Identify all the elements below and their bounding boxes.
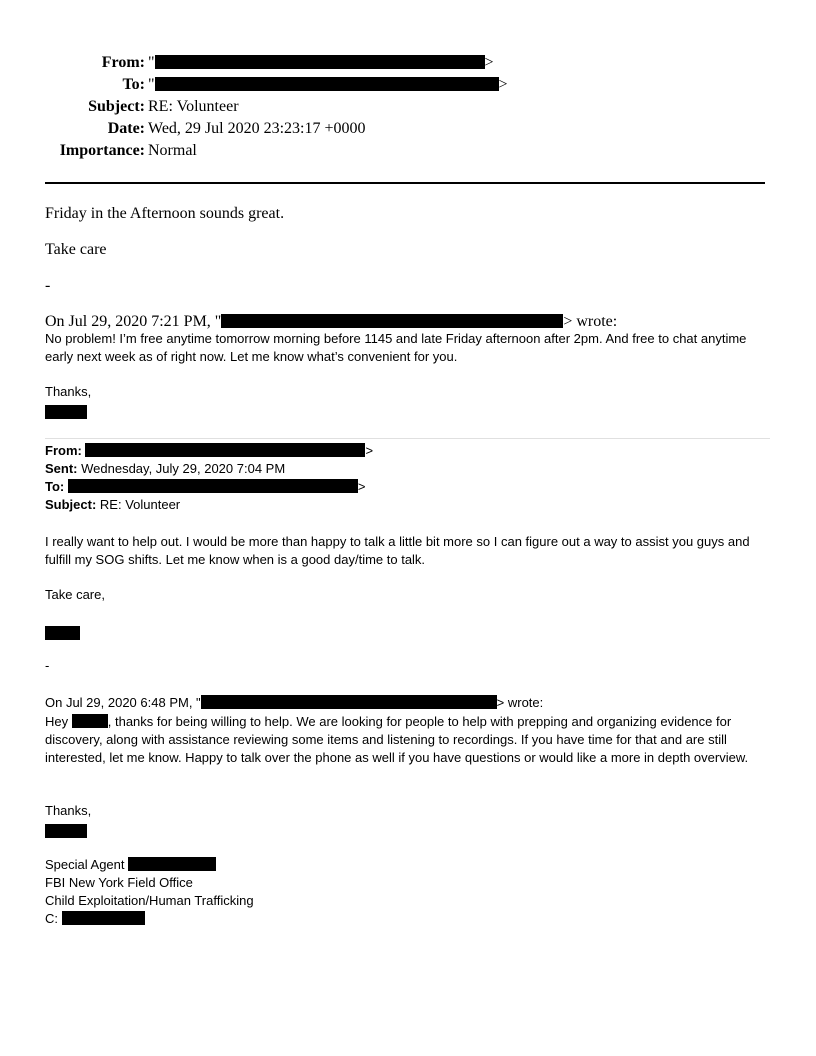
quote3-intro-prefix: On Jul 29, 2020 6:48 PM, " [45, 695, 201, 710]
quote2-from [45, 443, 373, 458]
quote3-body [45, 713, 770, 767]
quote-divider [45, 438, 770, 439]
quote3-body-text: , thanks for being willing to help. We are looking for people to help with prepping and organizing evidence for discovery, along with assistance reviewing some items and listening to recordings. If you have time for that and are still interested, let me know. Happy to talk over the phone as well if you have questions or would like a more in depth overview. [45, 714, 749, 765]
quote1-intro [45, 313, 617, 331]
quote3-signature-redaction [45, 823, 87, 841]
quote1-intro-suffix: > wrote: [563, 313, 618, 330]
quote2-subject-value: RE: Volunteer [99, 497, 181, 512]
redaction-block [155, 55, 485, 69]
quote2-from-bracket: > [365, 443, 374, 458]
importance-label: Importance: [59, 142, 145, 159]
redaction-block [155, 77, 499, 91]
quote3-thanks: Thanks, [45, 803, 92, 818]
quote2-to [45, 479, 365, 494]
quote2-sent [45, 461, 285, 476]
reply-line-1: Friday in the Afternoon sounds great. [45, 205, 285, 222]
redaction-block [201, 695, 497, 709]
redaction-block [128, 857, 216, 871]
signature-unit: Child Exploitation/Human Trafficking [45, 893, 254, 908]
header-divider [45, 182, 765, 184]
redaction-block [62, 911, 145, 925]
quote2-dash: - [45, 658, 50, 673]
quote2-subject [45, 497, 180, 512]
quote2-to-bracket: > [357, 479, 366, 494]
subject-label: Subject: [88, 98, 145, 115]
quote2-body: I really want to help out. I would be more than happy to talk a little bit more so I can figure out a way to assist you guys and fulfill my SOG shifts. Let me know when is a good day/time to talk. [45, 534, 750, 567]
quote2-to-label: To: [45, 479, 65, 494]
quote3-intro [45, 695, 543, 710]
redaction-block [45, 405, 87, 419]
redaction-block [45, 626, 80, 640]
quote2-subject-label: Subject: [45, 497, 97, 512]
from-label: From: [101, 54, 145, 71]
quote2-from-label: From: [45, 443, 82, 458]
date-label: Date: [107, 120, 145, 137]
redaction-block [72, 714, 108, 728]
quote1-signature-redaction [45, 404, 87, 422]
quote1-thanks: Thanks, [45, 384, 92, 399]
quote1-intro-prefix: On Jul 29, 2020 7:21 PM, " [45, 313, 222, 330]
from-quote: " [148, 54, 155, 71]
signature-office: FBI New York Field Office [45, 875, 193, 890]
importance-value: Normal [148, 142, 197, 159]
subject-value: RE: Volunteer [148, 98, 239, 115]
signature-title [45, 857, 216, 872]
quote2-sent-value: Wednesday, July 29, 2020 7:04 PM [81, 461, 286, 476]
quote2-sent-label: Sent: [45, 461, 78, 476]
signature-cell [45, 911, 145, 926]
signature-title-text: Special Agent [45, 857, 125, 872]
redaction-block [45, 824, 87, 838]
quote2-signature-redaction [45, 625, 80, 643]
from-bracket: > [484, 54, 494, 71]
redaction-block [221, 314, 563, 328]
quote3-greeting: Hey [45, 714, 69, 729]
quote2-signoff: Take care, [45, 587, 105, 602]
signature-cell-label: C: [45, 911, 58, 926]
redaction-block [85, 443, 365, 457]
quote1-body: No problem! I’m free anytime tomorrow morning before 1145 and late Friday afternoon after 2pm. And free to chat anytime early next week as of right now. Let me know what’s convenient for you. [45, 331, 747, 364]
to-label: To: [122, 76, 145, 93]
redaction-block [68, 479, 358, 493]
reply-line-2: Take care [45, 241, 107, 258]
to-bracket: > [498, 76, 508, 93]
to-value [148, 76, 508, 94]
reply-dash: - [45, 277, 51, 294]
to-quote: " [148, 76, 155, 93]
quote3-intro-suffix: > wrote: [496, 695, 544, 710]
from-value [148, 54, 494, 72]
date-value: Wed, 29 Jul 2020 23:23:17 +0000 [148, 120, 366, 137]
